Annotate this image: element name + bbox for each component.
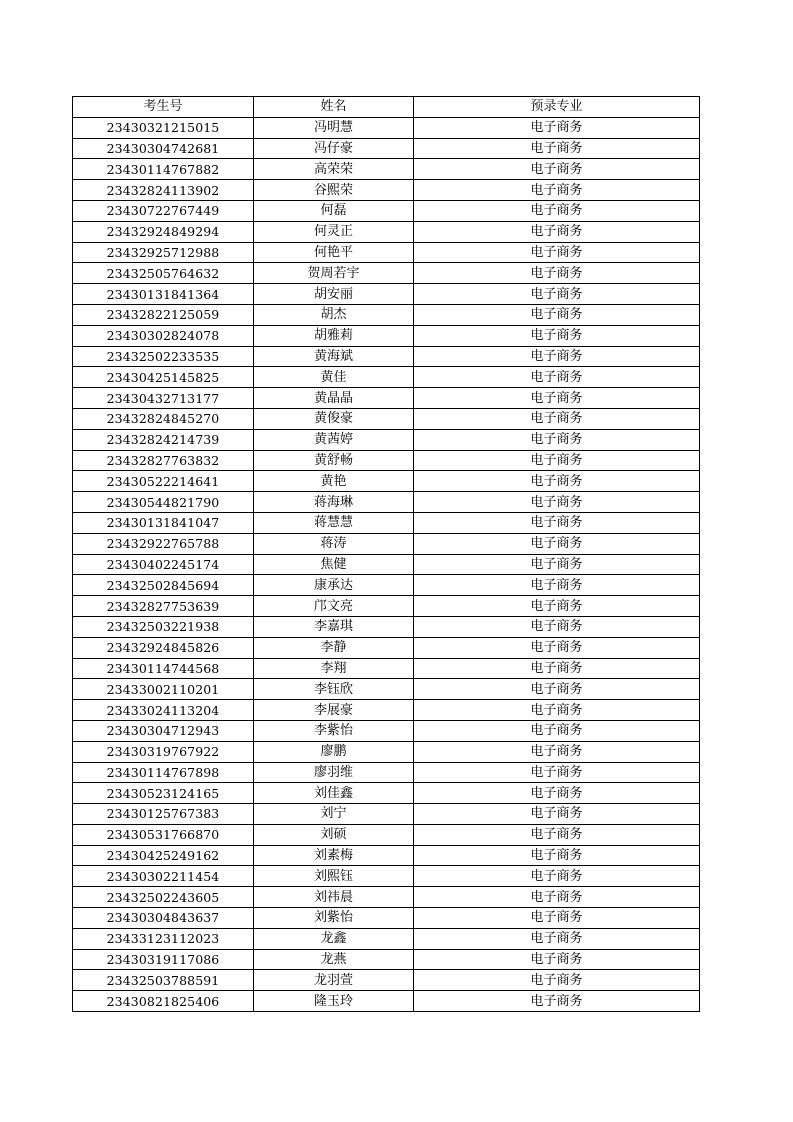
cell-exam-number: 23430304742681 [73, 138, 254, 159]
cell-exam-number: 23430302211454 [73, 866, 254, 887]
cell-name: 刘祎晨 [254, 887, 414, 908]
cell-exam-number: 23430114744568 [73, 658, 254, 679]
cell-major: 电子商务 [414, 388, 700, 409]
table-row [73, 263, 700, 284]
cell-major: 电子商务 [414, 596, 700, 617]
table-row [73, 471, 700, 492]
table-row [73, 928, 700, 949]
table-row [73, 700, 700, 721]
cell-name: 李翔 [254, 658, 414, 679]
cell-major: 电子商务 [414, 284, 700, 305]
cell-exam-number: 23432827763832 [73, 450, 254, 471]
cell-exam-number: 23430302824078 [73, 325, 254, 346]
table-row [73, 637, 700, 658]
cell-exam-number: 23430821825406 [73, 991, 254, 1012]
cell-exam-number: 23430125767383 [73, 804, 254, 825]
table-row [73, 512, 700, 533]
table-row [73, 408, 700, 429]
cell-exam-number: 23432503221938 [73, 616, 254, 637]
cell-exam-number: 23432502845694 [73, 575, 254, 596]
cell-name: 胡杰 [254, 304, 414, 325]
header-major: 预录专业 [414, 97, 700, 118]
cell-exam-number: 23430114767898 [73, 762, 254, 783]
cell-name: 刘素梅 [254, 845, 414, 866]
table-row [73, 492, 700, 513]
cell-name: 黄海斌 [254, 346, 414, 367]
cell-major: 电子商务 [414, 304, 700, 325]
cell-major: 电子商务 [414, 658, 700, 679]
cell-exam-number: 23433024113204 [73, 700, 254, 721]
cell-major: 电子商务 [414, 117, 700, 138]
cell-major: 电子商务 [414, 679, 700, 700]
cell-exam-number: 23430304843637 [73, 908, 254, 929]
table-row [73, 658, 700, 679]
cell-major: 电子商务 [414, 575, 700, 596]
cell-exam-number: 23432824845270 [73, 408, 254, 429]
cell-major: 电子商务 [414, 242, 700, 263]
cell-major: 电子商务 [414, 492, 700, 513]
table-row [73, 450, 700, 471]
cell-name: 蒋慧慧 [254, 512, 414, 533]
cell-name: 龙燕 [254, 949, 414, 970]
cell-exam-number: 23430522214641 [73, 471, 254, 492]
table-row [73, 970, 700, 991]
cell-exam-number: 23432502243605 [73, 887, 254, 908]
table-row [73, 388, 700, 409]
admission-table [72, 96, 700, 1012]
cell-exam-number: 23432827753639 [73, 596, 254, 617]
table-header [73, 97, 700, 118]
cell-major: 电子商务 [414, 471, 700, 492]
table-row [73, 908, 700, 929]
cell-major: 电子商务 [414, 450, 700, 471]
table-row [73, 762, 700, 783]
table-row [73, 554, 700, 575]
cell-major: 电子商务 [414, 949, 700, 970]
cell-name: 李钰欣 [254, 679, 414, 700]
cell-name: 龙羽萱 [254, 970, 414, 991]
cell-major: 电子商务 [414, 970, 700, 991]
table-row [73, 866, 700, 887]
cell-name: 黄佳 [254, 367, 414, 388]
cell-major: 电子商务 [414, 263, 700, 284]
table-row [73, 887, 700, 908]
header-row [73, 97, 700, 118]
cell-name: 何灵正 [254, 221, 414, 242]
cell-exam-number: 23430131841364 [73, 284, 254, 305]
table-row [73, 367, 700, 388]
cell-exam-number: 23432924849294 [73, 221, 254, 242]
table-row [73, 200, 700, 221]
cell-name: 康承达 [254, 575, 414, 596]
cell-exam-number: 23430114767882 [73, 159, 254, 180]
cell-major: 电子商务 [414, 991, 700, 1012]
cell-major: 电子商务 [414, 429, 700, 450]
table-body [73, 117, 700, 1011]
cell-major: 电子商务 [414, 928, 700, 949]
cell-name: 蒋海琳 [254, 492, 414, 513]
cell-name: 刘熙钰 [254, 866, 414, 887]
cell-name: 龙鑫 [254, 928, 414, 949]
cell-name: 李展豪 [254, 700, 414, 721]
cell-name: 谷熙荣 [254, 180, 414, 201]
cell-exam-number: 23432922765788 [73, 533, 254, 554]
cell-name: 刘佳鑫 [254, 783, 414, 804]
admission-list [72, 96, 699, 1012]
cell-major: 电子商务 [414, 804, 700, 825]
table-row [73, 429, 700, 450]
cell-name: 刘紫怡 [254, 908, 414, 929]
cell-name: 贺周若宇 [254, 263, 414, 284]
cell-major: 电子商务 [414, 367, 700, 388]
cell-major: 电子商务 [414, 783, 700, 804]
cell-major: 电子商务 [414, 346, 700, 367]
cell-name: 黄晶晶 [254, 388, 414, 409]
cell-exam-number: 23430304712943 [73, 720, 254, 741]
table-row [73, 741, 700, 762]
cell-name: 李静 [254, 637, 414, 658]
cell-name: 邝文亮 [254, 596, 414, 617]
cell-major: 电子商务 [414, 408, 700, 429]
cell-exam-number: 23430131841047 [73, 512, 254, 533]
cell-exam-number: 23432503788591 [73, 970, 254, 991]
table-row [73, 304, 700, 325]
cell-exam-number: 23430531766870 [73, 824, 254, 845]
cell-name: 李嘉琪 [254, 616, 414, 637]
cell-major: 电子商务 [414, 887, 700, 908]
cell-name: 刘宁 [254, 804, 414, 825]
table-row [73, 783, 700, 804]
cell-name: 黄舒畅 [254, 450, 414, 471]
table-row [73, 679, 700, 700]
cell-exam-number: 23432824214739 [73, 429, 254, 450]
cell-exam-number: 23432505764632 [73, 263, 254, 284]
cell-name: 刘硕 [254, 824, 414, 845]
cell-exam-number: 23430319117086 [73, 949, 254, 970]
table-row [73, 824, 700, 845]
cell-name: 李紫怡 [254, 720, 414, 741]
cell-exam-number: 23430425249162 [73, 845, 254, 866]
table-row [73, 180, 700, 201]
table-row [73, 949, 700, 970]
cell-name: 胡雅莉 [254, 325, 414, 346]
table-row [73, 221, 700, 242]
cell-exam-number: 23430321215015 [73, 117, 254, 138]
cell-exam-number: 23433002110201 [73, 679, 254, 700]
table-row [73, 991, 700, 1012]
table-row [73, 138, 700, 159]
cell-exam-number: 23430432713177 [73, 388, 254, 409]
cell-exam-number: 23430319767922 [73, 741, 254, 762]
cell-exam-number: 23430402245174 [73, 554, 254, 575]
cell-major: 电子商务 [414, 616, 700, 637]
cell-major: 电子商务 [414, 866, 700, 887]
cell-name: 焦健 [254, 554, 414, 575]
cell-exam-number: 23432502233535 [73, 346, 254, 367]
cell-major: 电子商务 [414, 824, 700, 845]
table-row [73, 346, 700, 367]
cell-name: 黄艳 [254, 471, 414, 492]
cell-major: 电子商务 [414, 180, 700, 201]
cell-name: 廖羽维 [254, 762, 414, 783]
cell-exam-number: 23432924845826 [73, 637, 254, 658]
cell-name: 黄俊豪 [254, 408, 414, 429]
header-exam-number: 考生号 [73, 97, 254, 118]
cell-major: 电子商务 [414, 512, 700, 533]
cell-major: 电子商务 [414, 720, 700, 741]
cell-major: 电子商务 [414, 554, 700, 575]
cell-name: 廖鹏 [254, 741, 414, 762]
cell-major: 电子商务 [414, 700, 700, 721]
table-row [73, 159, 700, 180]
cell-exam-number: 23432925712988 [73, 242, 254, 263]
cell-name: 何磊 [254, 200, 414, 221]
table-row [73, 720, 700, 741]
table-row [73, 533, 700, 554]
cell-major: 电子商务 [414, 221, 700, 242]
cell-exam-number: 23432822125059 [73, 304, 254, 325]
cell-major: 电子商务 [414, 741, 700, 762]
cell-major: 电子商务 [414, 762, 700, 783]
cell-name: 隆玉玲 [254, 991, 414, 1012]
table-row [73, 242, 700, 263]
table-row [73, 845, 700, 866]
cell-exam-number: 23430425145825 [73, 367, 254, 388]
cell-name: 高荣荣 [254, 159, 414, 180]
cell-exam-number: 23432824113902 [73, 180, 254, 201]
cell-major: 电子商务 [414, 533, 700, 554]
table-row [73, 284, 700, 305]
table-row [73, 325, 700, 346]
cell-major: 电子商务 [414, 845, 700, 866]
cell-exam-number: 23430722767449 [73, 200, 254, 221]
cell-major: 电子商务 [414, 200, 700, 221]
header-name: 姓名 [254, 97, 414, 118]
cell-major: 电子商务 [414, 325, 700, 346]
cell-name: 冯仔豪 [254, 138, 414, 159]
cell-name: 何艳平 [254, 242, 414, 263]
cell-major: 电子商务 [414, 637, 700, 658]
cell-name: 胡安丽 [254, 284, 414, 305]
cell-major: 电子商务 [414, 159, 700, 180]
cell-exam-number: 23433123112023 [73, 928, 254, 949]
cell-major: 电子商务 [414, 138, 700, 159]
cell-exam-number: 23430523124165 [73, 783, 254, 804]
table-row [73, 117, 700, 138]
cell-exam-number: 23430544821790 [73, 492, 254, 513]
cell-name: 黄茜婷 [254, 429, 414, 450]
table-row [73, 596, 700, 617]
cell-major: 电子商务 [414, 908, 700, 929]
table-row [73, 804, 700, 825]
table-row [73, 616, 700, 637]
cell-name: 冯明慧 [254, 117, 414, 138]
table-row [73, 575, 700, 596]
cell-name: 蒋涛 [254, 533, 414, 554]
